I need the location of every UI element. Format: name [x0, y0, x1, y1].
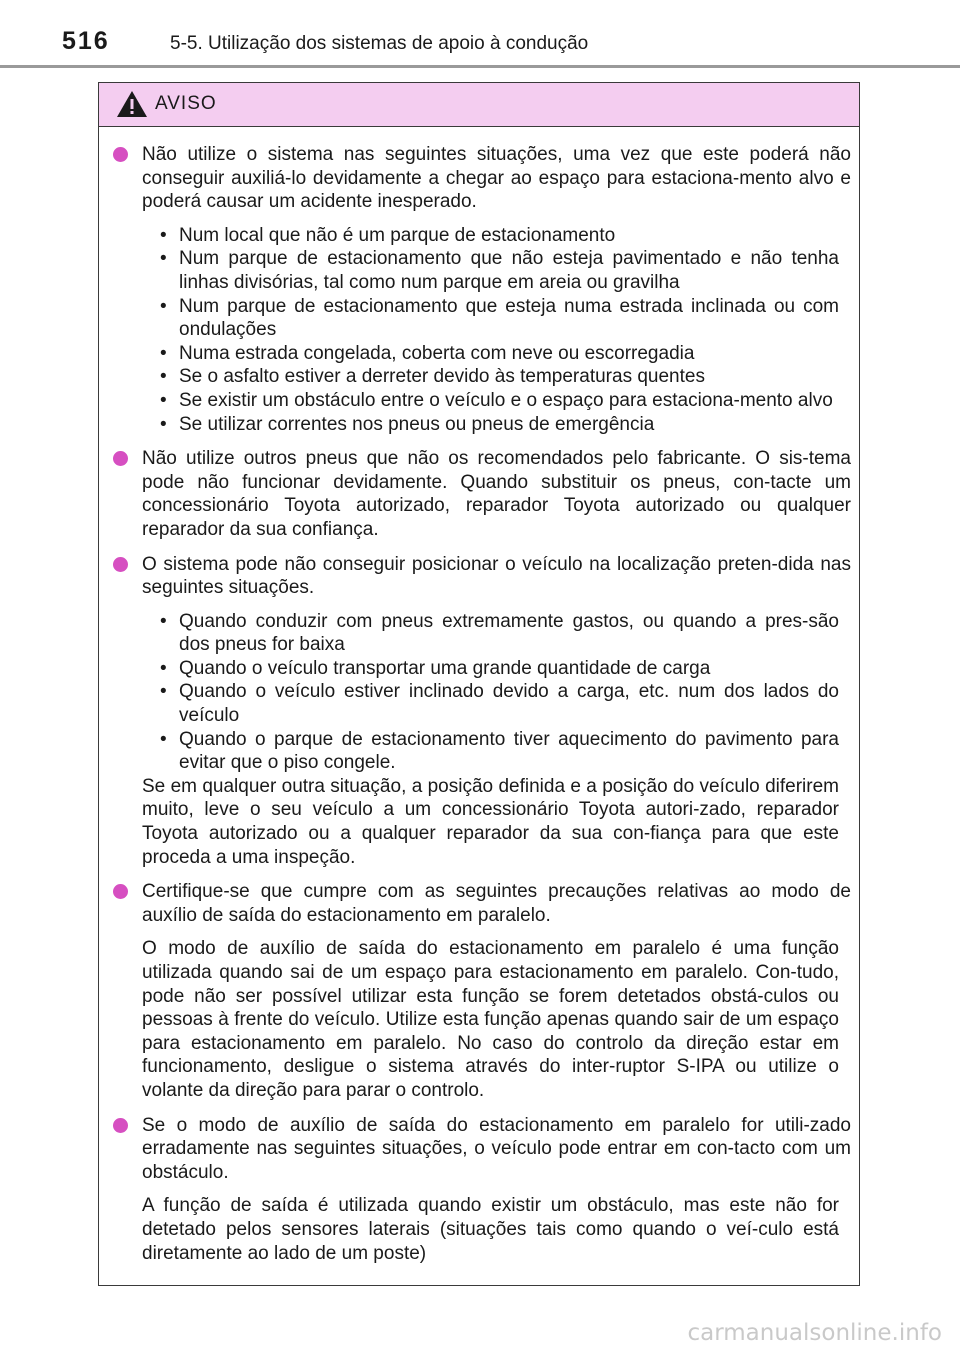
section-title: 5-5. Utilização dos sistemas de apoio à condução	[170, 33, 589, 54]
bullet-text: Não utilize o sistema nas seguintes situações, uma vez que este poderá não conseguir auxiliá-lo devidamente a chegar ao espaço para estaciona-mento alvo e poderá causar um acidente inesperado.	[142, 144, 851, 213]
warning-box	[98, 82, 860, 1286]
sub-list	[142, 610, 851, 775]
bullet-text: Certifique-se que cumpre com as seguintes precauções relativas ao modo de auxílio de saída do estacionamento em paralelo.	[142, 881, 851, 926]
page-header	[0, 0, 960, 70]
page-number: 516	[62, 27, 110, 55]
warning-bullet	[113, 1114, 851, 1266]
explanation-text: A função de saída é utilizada quando existir um obstáculo, mas este não for detetado pelos sensores laterais (situações tais como quando o veí-culo está diretamente ao lado de um poste)	[142, 1195, 839, 1264]
list-item: • Numa estrada congelada, coberta com neve ou escorregadia	[160, 342, 839, 366]
bullet-text: Não utilize outros pneus que não os recomendados pelo fabricante. O sis-tema pode não funcionar devidamente. Quando substituir os pneus, con-tacte um concessionário Toyota autorizado, reparador Toyota autorizado ou qualquer reparador da sua confiança.	[142, 448, 851, 540]
list-item: • Se utilizar correntes nos pneus ou pneus de emergência	[160, 413, 839, 437]
list-item: • Num parque de estacionamento que esteja numa estrada inclinada ou com ondulações	[160, 295, 839, 342]
warning-triangle-icon	[116, 90, 148, 118]
list-item: • Quando conduzir com pneus extremamente gastos, ou quando a pres-são dos pneus for baixa	[160, 610, 839, 657]
header-divider	[0, 65, 960, 68]
bullet-dot-icon	[113, 451, 128, 466]
warning-bullet	[113, 447, 851, 541]
bullet-text: O sistema pode não conseguir posicionar o veículo na localização preten-dida nas seguintes situações.	[142, 553, 851, 599]
warning-body	[99, 127, 859, 1265]
sub-list	[142, 224, 851, 436]
explanation-text: O modo de auxílio de saída do estacionamento em paralelo é uma função utilizada quando sai de um espaço para estacionamento em paralelo. Con-tudo, pode não ser possível utilizar esta função se forem detetados obstá-culos ou pessoas à frente do veículo. Utilize esta função apenas quando sair de um espaço para estacionamento em paralelo. No caso do controlo da direção estar em funcionamento, desligue o sistema através do inter-ruptor S-IPA ou utilize o volante da direção para parar o controlo.	[142, 938, 839, 1101]
bullet-dot-icon	[113, 1118, 128, 1133]
list-item: • Quando o parque de estacionamento tiver aquecimento do pavimento para evitar que o piso congele.	[160, 728, 839, 775]
bullet-dot-icon	[113, 884, 128, 899]
warning-header	[99, 83, 859, 127]
warning-bullet	[113, 553, 851, 870]
list-item: • Quando o veículo transportar uma grande quantidade de carga	[160, 657, 839, 681]
list-item: • Quando o veículo estiver inclinado devido a carga, etc. num dos lados do veículo	[160, 680, 839, 727]
note-text: Se em qualquer outra situação, a posição definida e a posição do veículo diferirem muito, leve o seu veículo a um concessionário Toyota autori-zado, reparador Toyota autorizado ou a qualquer reparador da sua con-fiança para que este proceda a uma inspeção.	[142, 775, 839, 868]
watermark: carmanualsonline.info	[687, 1320, 942, 1346]
warning-bullet	[113, 143, 851, 436]
warning-bullet	[113, 880, 851, 1102]
list-item: • Num local que não é um parque de estacionamento	[160, 224, 839, 248]
bullet-dot-icon	[113, 557, 128, 572]
warning-title: AVISO	[155, 93, 217, 114]
list-item: • Se o asfalto estiver a derreter devido às temperaturas quentes	[160, 365, 839, 389]
list-item: • Num parque de estacionamento que não esteja pavimentado e não tenha linhas divisórias, tal como num parque em areia ou gravilha	[160, 247, 839, 294]
bullet-dot-icon	[113, 147, 128, 162]
list-item: • Se existir um obstáculo entre o veículo e o espaço para estaciona-mento alvo	[160, 389, 839, 413]
bullet-text: Se o modo de auxílio de saída do estacionamento em paralelo for utili-zado erradamente nas seguintes situações, o veículo pode entrar em con-tacto com um obstáculo.	[142, 1114, 851, 1183]
